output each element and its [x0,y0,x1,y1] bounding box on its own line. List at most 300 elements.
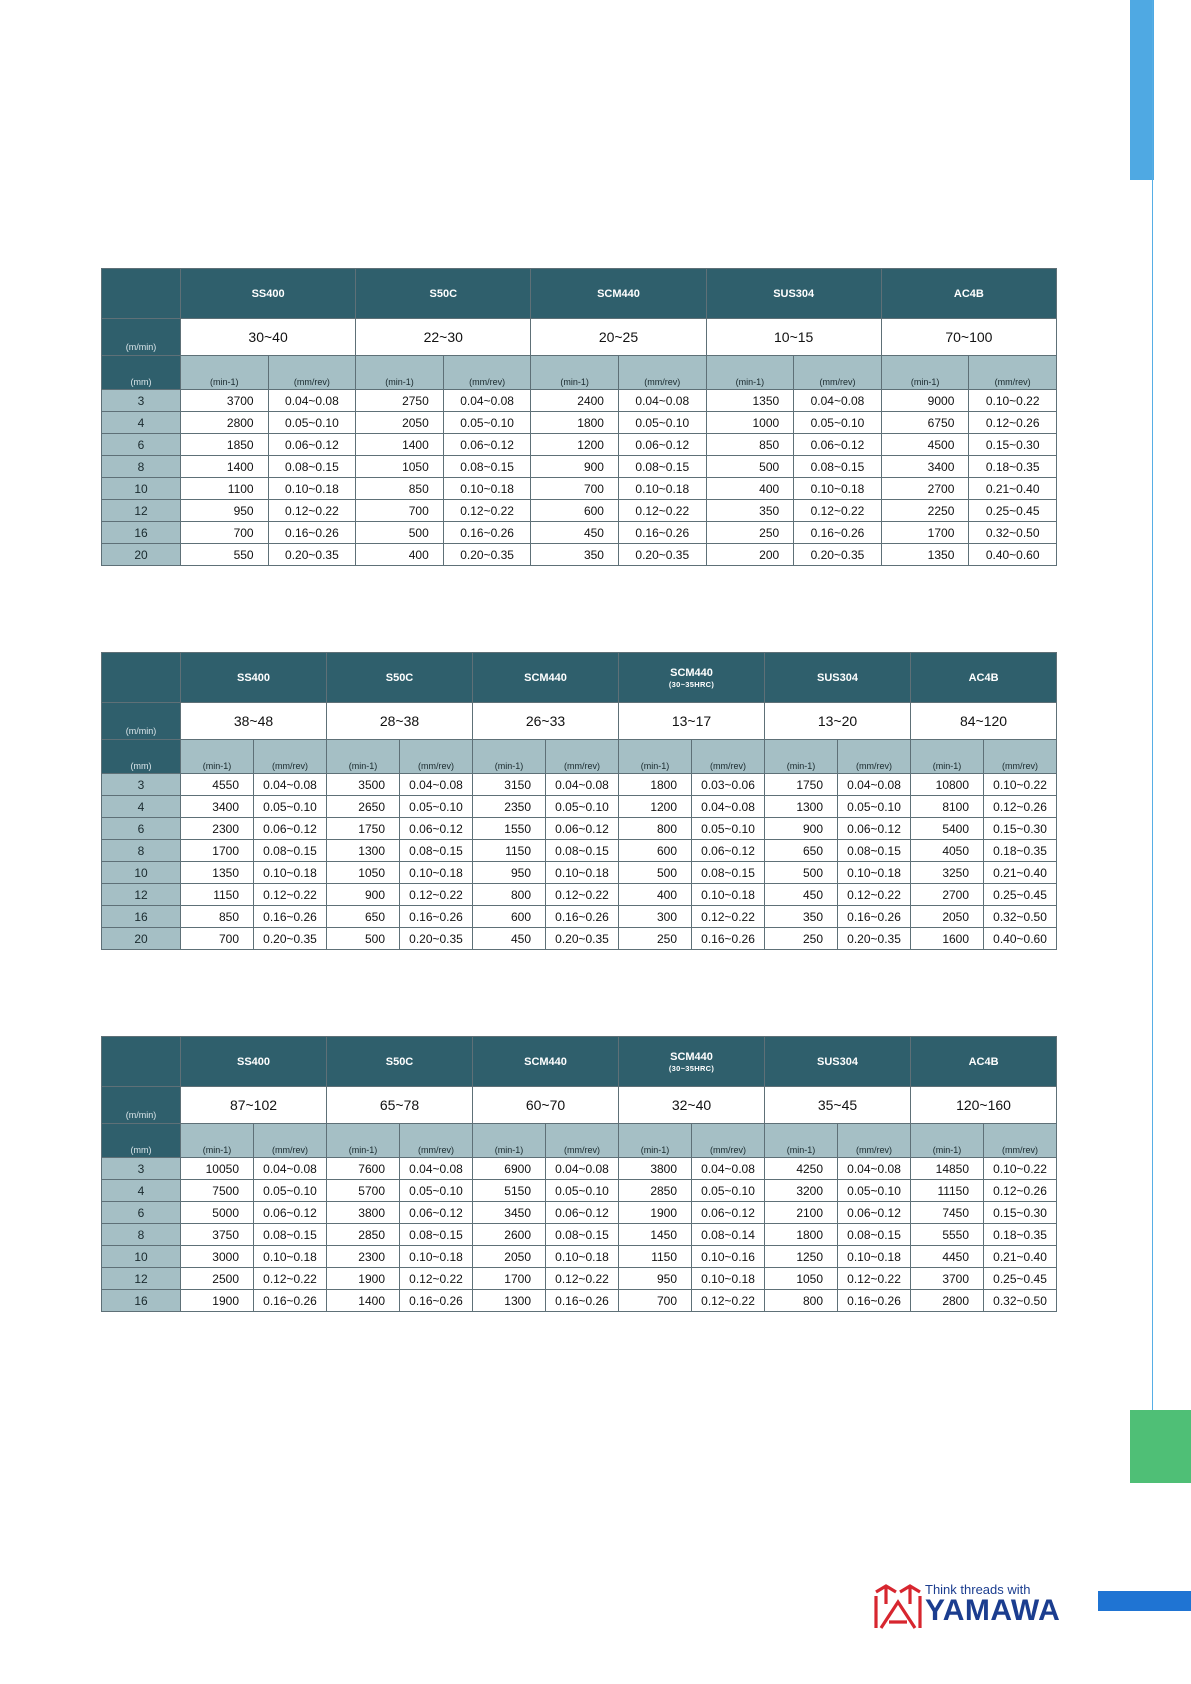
feed-unit-label: (mm/rev) [794,356,882,390]
spindle-speed-cell: 1150 [181,884,254,906]
feed-unit-label: (mm/rev) [692,740,765,774]
spindle-speed-cell: 2500 [181,1268,254,1290]
cutting-speed-value: 30~40 [181,319,356,356]
feed-rate-cell: 0.06~0.12 [546,818,619,840]
feed-rate-cell: 0.12~0.26 [984,1180,1057,1202]
feed-rate-cell: 0.25~0.45 [984,1268,1057,1290]
feed-rate-cell: 0.04~0.08 [838,774,911,796]
feed-rate-cell: 0.12~0.22 [254,884,327,906]
spindle-speed-cell: 10800 [911,774,984,796]
spindle-speed-cell: 400 [356,544,444,566]
cutting-speed-label: (m/min) [102,1087,181,1124]
cutting-speed-value: 20~25 [531,319,706,356]
spindle-speed-cell: 1700 [473,1268,546,1290]
spindle-speed-cell: 250 [765,928,838,950]
cutting-table-1 [101,268,1057,566]
feed-unit-label: (mm/rev) [443,356,531,390]
material-header-cell [473,653,619,703]
cutting-speed-value: 32~40 [619,1087,765,1124]
table-row [102,1202,1057,1224]
spindle-speed-cell: 800 [619,818,692,840]
diameter-unit-label: (mm) [102,740,181,774]
material-name: SUS304 [817,671,859,684]
rpm-unit-label: (min-1) [531,356,619,390]
rpm-unit-label: (min-1) [911,740,984,774]
feed-rate-cell: 0.20~0.35 [838,928,911,950]
feed-rate-cell: 0.10~0.18 [546,862,619,884]
material-name: SUS304 [773,287,815,300]
cutting-speed-value: 60~70 [473,1087,619,1124]
spindle-speed-cell: 2850 [327,1224,400,1246]
feed-rate-cell: 0.10~0.18 [692,884,765,906]
diameter-cell: 16 [102,906,181,928]
spindle-speed-cell: 500 [356,522,444,544]
spindle-speed-cell: 2700 [911,884,984,906]
spindle-speed-cell: 5700 [327,1180,400,1202]
feed-rate-cell: 0.32~0.50 [984,1290,1057,1312]
footer-accent-bar [1098,1591,1191,1611]
table-row [102,1290,1057,1312]
feed-rate-cell: 0.08~0.15 [838,840,911,862]
feed-rate-cell: 0.21~0.40 [984,862,1057,884]
feed-rate-cell: 0.06~0.12 [546,1202,619,1224]
spindle-speed-cell: 1050 [356,456,444,478]
feed-rate-cell: 0.12~0.22 [692,1290,765,1312]
feed-rate-cell: 0.03~0.06 [692,774,765,796]
diameter-cell: 4 [102,1180,181,1202]
spindle-speed-cell: 1800 [531,412,619,434]
cutting-speed-value: 65~78 [327,1087,473,1124]
spindle-speed-cell: 600 [619,840,692,862]
rpm-unit-label: (min-1) [911,1124,984,1158]
feed-rate-cell: 0.08~0.15 [618,456,706,478]
spindle-speed-cell: 500 [706,456,794,478]
feed-rate-cell: 0.32~0.50 [969,522,1057,544]
spindle-speed-cell: 1900 [619,1202,692,1224]
feed-rate-cell: 0.16~0.26 [400,906,473,928]
spindle-speed-cell: 950 [473,862,546,884]
feed-unit-label: (mm/rev) [254,740,327,774]
feed-rate-cell: 0.08~0.15 [546,1224,619,1246]
table-row [102,544,1057,566]
spindle-speed-cell: 700 [531,478,619,500]
feed-rate-cell: 0.08~0.15 [692,862,765,884]
feed-rate-cell: 0.10~0.18 [443,478,531,500]
feed-rate-cell: 0.16~0.26 [794,522,882,544]
feed-rate-cell: 0.08~0.15 [838,1224,911,1246]
spindle-speed-cell: 3000 [181,1246,254,1268]
feed-rate-cell: 0.20~0.35 [400,928,473,950]
feed-rate-cell: 0.16~0.26 [838,1290,911,1312]
feed-rate-cell: 0.06~0.12 [400,1202,473,1224]
feed-rate-cell: 0.05~0.10 [546,1180,619,1202]
diameter-cell: 8 [102,840,181,862]
feed-rate-cell: 0.21~0.40 [969,478,1057,500]
spindle-speed-cell: 2750 [356,390,444,412]
diameter-cell: 20 [102,928,181,950]
spindle-speed-cell: 2050 [911,906,984,928]
feed-rate-cell: 0.05~0.10 [838,796,911,818]
feed-rate-cell: 0.16~0.26 [443,522,531,544]
feed-rate-cell: 0.12~0.22 [400,884,473,906]
feed-rate-cell: 0.10~0.18 [400,862,473,884]
spindle-speed-cell: 350 [765,906,838,928]
spindle-speed-cell: 2700 [881,478,969,500]
rpm-unit-label: (min-1) [765,740,838,774]
feed-rate-cell: 0.06~0.12 [268,434,356,456]
feed-rate-cell: 0.10~0.18 [268,478,356,500]
feed-rate-cell: 0.12~0.22 [794,500,882,522]
spindle-speed-cell: 1400 [181,456,269,478]
material-name: SS400 [236,1055,271,1068]
spindle-speed-cell: 1200 [531,434,619,456]
material-header-cell [327,653,473,703]
diameter-cell: 6 [102,818,181,840]
feed-unit-label: (mm/rev) [838,740,911,774]
feed-rate-cell: 0.05~0.10 [692,1180,765,1202]
feed-rate-cell: 0.15~0.30 [984,818,1057,840]
spindle-speed-cell: 700 [181,522,269,544]
table-row [102,522,1057,544]
feed-unit-label: (mm/rev) [546,1124,619,1158]
spindle-speed-cell: 5400 [911,818,984,840]
feed-rate-cell: 0.16~0.26 [546,1290,619,1312]
rpm-unit-label: (min-1) [327,740,400,774]
material-name: AC4B [953,287,984,300]
feed-rate-cell: 0.20~0.35 [254,928,327,950]
cutting-speed-value: 22~30 [356,319,531,356]
feed-rate-cell: 0.06~0.12 [400,818,473,840]
spindle-speed-cell: 950 [181,500,269,522]
feed-rate-cell: 0.10~0.16 [692,1246,765,1268]
diameter-cell: 12 [102,884,181,906]
feed-rate-cell: 0.04~0.08 [794,390,882,412]
spindle-speed-cell: 6900 [473,1158,546,1180]
spindle-speed-cell: 2600 [473,1224,546,1246]
material-header-row [102,269,1057,319]
spindle-speed-cell: 200 [706,544,794,566]
spindle-speed-cell: 3200 [765,1180,838,1202]
spindle-speed-cell: 10050 [181,1158,254,1180]
feed-rate-cell: 0.04~0.08 [618,390,706,412]
feed-rate-cell: 0.16~0.26 [254,906,327,928]
material-header-cell [911,653,1057,703]
feed-rate-cell: 0.12~0.22 [692,906,765,928]
material-name: SCM440 [524,671,567,684]
feed-rate-cell: 0.16~0.26 [692,928,765,950]
spindle-speed-cell: 1000 [706,412,794,434]
rpm-unit-label: (min-1) [327,1124,400,1158]
feed-rate-cell: 0.06~0.12 [838,1202,911,1224]
cutting-speed-row [102,703,1057,740]
feed-rate-cell: 0.04~0.08 [692,796,765,818]
spindle-speed-cell: 2250 [881,500,969,522]
spindle-speed-cell: 1400 [356,434,444,456]
side-divider-line [1152,0,1153,1420]
table-row [102,884,1057,906]
material-name: AC4B [968,671,999,684]
spindle-speed-cell: 3800 [327,1202,400,1224]
units-row [102,1124,1057,1158]
spindle-speed-cell: 2350 [473,796,546,818]
material-header-row [102,1037,1057,1087]
spindle-speed-cell: 6750 [881,412,969,434]
spindle-speed-cell: 600 [473,906,546,928]
feed-rate-cell: 0.04~0.08 [254,1158,327,1180]
spindle-speed-cell: 1050 [765,1268,838,1290]
diameter-cell: 4 [102,796,181,818]
feed-rate-cell: 0.12~0.22 [443,500,531,522]
table-row [102,1180,1057,1202]
feed-rate-cell: 0.10~0.22 [969,390,1057,412]
feed-rate-cell: 0.18~0.35 [984,840,1057,862]
spindle-speed-cell: 1150 [473,840,546,862]
spindle-speed-cell: 450 [765,884,838,906]
rpm-unit-label: (min-1) [181,356,269,390]
spindle-speed-cell: 2100 [765,1202,838,1224]
rpm-unit-label: (min-1) [765,1124,838,1158]
table-row [102,1268,1057,1290]
feed-rate-cell: 0.05~0.10 [794,412,882,434]
spindle-speed-cell: 1350 [881,544,969,566]
spindle-speed-cell: 2850 [619,1180,692,1202]
diameter-cell: 6 [102,1202,181,1224]
spindle-speed-cell: 550 [181,544,269,566]
brand-logo [873,1582,1075,1632]
rpm-unit-label: (min-1) [181,740,254,774]
spindle-speed-cell: 2300 [181,818,254,840]
table-row [102,1158,1057,1180]
material-header-cell [356,269,531,319]
feed-rate-cell: 0.40~0.60 [984,928,1057,950]
header-corner-cell [102,653,181,703]
feed-rate-cell: 0.08~0.15 [400,1224,473,1246]
table-row [102,478,1057,500]
side-tab-blue [1130,0,1154,180]
spindle-speed-cell: 1350 [706,390,794,412]
material-header-cell [765,1037,911,1087]
feed-rate-cell: 0.10~0.18 [618,478,706,500]
feed-rate-cell: 0.06~0.12 [692,840,765,862]
spindle-speed-cell: 3450 [473,1202,546,1224]
feed-rate-cell: 0.10~0.18 [692,1268,765,1290]
spindle-speed-cell: 700 [619,1290,692,1312]
feed-rate-cell: 0.20~0.35 [546,928,619,950]
table-row [102,862,1057,884]
feed-unit-label: (mm/rev) [984,1124,1057,1158]
side-tab-green [1130,1410,1191,1483]
spindle-speed-cell: 1200 [619,796,692,818]
cutting-speed-value: 70~100 [881,319,1056,356]
spindle-speed-cell: 1450 [619,1224,692,1246]
material-name: S50C [429,287,458,300]
rpm-unit-label: (min-1) [473,1124,546,1158]
material-header-cell [619,653,765,703]
spindle-speed-cell: 3750 [181,1224,254,1246]
spindle-speed-cell: 400 [706,478,794,500]
rpm-unit-label: (min-1) [619,740,692,774]
feed-rate-cell: 0.32~0.50 [984,906,1057,928]
table-row [102,928,1057,950]
feed-rate-cell: 0.05~0.10 [400,1180,473,1202]
cutting-speed-label: (m/min) [102,319,181,356]
feed-rate-cell: 0.08~0.15 [400,840,473,862]
feed-rate-cell: 0.16~0.26 [268,522,356,544]
material-name: S50C [385,671,414,684]
table-row [102,1224,1057,1246]
table-row [102,412,1057,434]
table-row [102,456,1057,478]
spindle-speed-cell: 500 [619,862,692,884]
material-header-cell [327,1037,473,1087]
feed-rate-cell: 0.04~0.08 [546,774,619,796]
spindle-speed-cell: 400 [619,884,692,906]
feed-rate-cell: 0.04~0.08 [268,390,356,412]
feed-unit-label: (mm/rev) [254,1124,327,1158]
material-header-cell [911,1037,1057,1087]
cutting-speed-value: 28~38 [327,703,473,740]
feed-rate-cell: 0.21~0.40 [984,1246,1057,1268]
material-header-cell [473,1037,619,1087]
table-row [102,840,1057,862]
material-name: AC4B [968,1055,999,1068]
spindle-speed-cell: 1900 [327,1268,400,1290]
spindle-speed-cell: 7500 [181,1180,254,1202]
feed-rate-cell: 0.15~0.30 [969,434,1057,456]
feed-rate-cell: 0.05~0.10 [268,412,356,434]
rpm-unit-label: (min-1) [181,1124,254,1158]
feed-rate-cell: 0.10~0.18 [254,1246,327,1268]
spindle-speed-cell: 11150 [911,1180,984,1202]
cutting-table-2 [101,652,1057,950]
diameter-cell: 12 [102,1268,181,1290]
diameter-cell: 8 [102,1224,181,1246]
diameter-cell: 16 [102,1290,181,1312]
feed-unit-label: (mm/rev) [618,356,706,390]
rpm-unit-label: (min-1) [473,740,546,774]
spindle-speed-cell: 1250 [765,1246,838,1268]
header-corner-cell [102,269,181,319]
spindle-speed-cell: 3700 [181,390,269,412]
spindle-speed-cell: 800 [473,884,546,906]
spindle-speed-cell: 1050 [327,862,400,884]
feed-rate-cell: 0.06~0.12 [794,434,882,456]
diameter-cell: 16 [102,522,181,544]
diameter-cell: 10 [102,1246,181,1268]
feed-unit-label: (mm/rev) [692,1124,765,1158]
feed-rate-cell: 0.04~0.08 [254,774,327,796]
feed-rate-cell: 0.20~0.35 [268,544,356,566]
material-header-row [102,653,1057,703]
spindle-speed-cell: 3800 [619,1158,692,1180]
feed-rate-cell: 0.05~0.10 [254,796,327,818]
spindle-speed-cell: 1850 [181,434,269,456]
material-header-cell [619,1037,765,1087]
material-name: SS400 [251,287,285,300]
cutting-speed-row [102,1087,1057,1124]
table-row [102,774,1057,796]
diameter-cell: 8 [102,456,181,478]
feed-rate-cell: 0.25~0.45 [984,884,1057,906]
feed-rate-cell: 0.08~0.15 [443,456,531,478]
spindle-speed-cell: 5000 [181,1202,254,1224]
spindle-speed-cell: 850 [356,478,444,500]
spindle-speed-cell: 600 [531,500,619,522]
diameter-cell: 4 [102,412,181,434]
material-name: SCM440 [670,666,713,679]
feed-rate-cell: 0.04~0.08 [400,1158,473,1180]
spindle-speed-cell: 1400 [327,1290,400,1312]
feed-rate-cell: 0.20~0.35 [618,544,706,566]
material-name: SCM440 [524,1055,567,1068]
spindle-speed-cell: 900 [531,456,619,478]
spindle-speed-cell: 1300 [473,1290,546,1312]
spindle-speed-cell: 950 [619,1268,692,1290]
spindle-speed-cell: 3400 [881,456,969,478]
feed-rate-cell: 0.06~0.12 [254,818,327,840]
brand-name: YAMAWA [925,1594,1061,1627]
material-name: S50C [385,1055,414,1068]
feed-rate-cell: 0.10~0.18 [838,1246,911,1268]
material-header-cell [181,1037,327,1087]
spindle-speed-cell: 3400 [181,796,254,818]
spindle-speed-cell: 5150 [473,1180,546,1202]
spindle-speed-cell: 1600 [911,928,984,950]
spindle-speed-cell: 1550 [473,818,546,840]
diameter-cell: 20 [102,544,181,566]
material-name: SUS304 [817,1055,859,1068]
feed-rate-cell: 0.12~0.22 [268,500,356,522]
diameter-cell: 3 [102,774,181,796]
feed-rate-cell: 0.25~0.45 [969,500,1057,522]
feed-rate-cell: 0.10~0.22 [984,774,1057,796]
spindle-speed-cell: 1100 [181,478,269,500]
feed-unit-label: (mm/rev) [546,740,619,774]
feed-rate-cell: 0.16~0.26 [838,906,911,928]
table-row [102,1246,1057,1268]
feed-unit-label: (mm/rev) [400,740,473,774]
feed-rate-cell: 0.04~0.08 [443,390,531,412]
spindle-speed-cell: 250 [706,522,794,544]
feed-rate-cell: 0.05~0.10 [692,818,765,840]
feed-rate-cell: 0.16~0.26 [254,1290,327,1312]
material-header-cell [765,653,911,703]
spindle-speed-cell: 3500 [327,774,400,796]
feed-rate-cell: 0.08~0.15 [268,456,356,478]
material-header-cell [531,269,706,319]
feed-rate-cell: 0.10~0.18 [794,478,882,500]
feed-rate-cell: 0.08~0.15 [254,840,327,862]
feed-rate-cell: 0.05~0.10 [254,1180,327,1202]
table-row [102,906,1057,928]
spindle-speed-cell: 14850 [911,1158,984,1180]
feed-rate-cell: 0.18~0.35 [969,456,1057,478]
spindle-speed-cell: 3700 [911,1268,984,1290]
table-row [102,500,1057,522]
feed-rate-cell: 0.10~0.18 [838,862,911,884]
feed-rate-cell: 0.10~0.18 [254,862,327,884]
feed-rate-cell: 0.04~0.08 [400,774,473,796]
diameter-cell: 10 [102,478,181,500]
feed-rate-cell: 0.12~0.26 [969,412,1057,434]
spindle-speed-cell: 1700 [881,522,969,544]
feed-rate-cell: 0.05~0.10 [618,412,706,434]
rpm-unit-label: (min-1) [706,356,794,390]
feed-rate-cell: 0.18~0.35 [984,1224,1057,1246]
material-header-cell [706,269,881,319]
spindle-speed-cell: 2650 [327,796,400,818]
spindle-speed-cell: 1900 [181,1290,254,1312]
